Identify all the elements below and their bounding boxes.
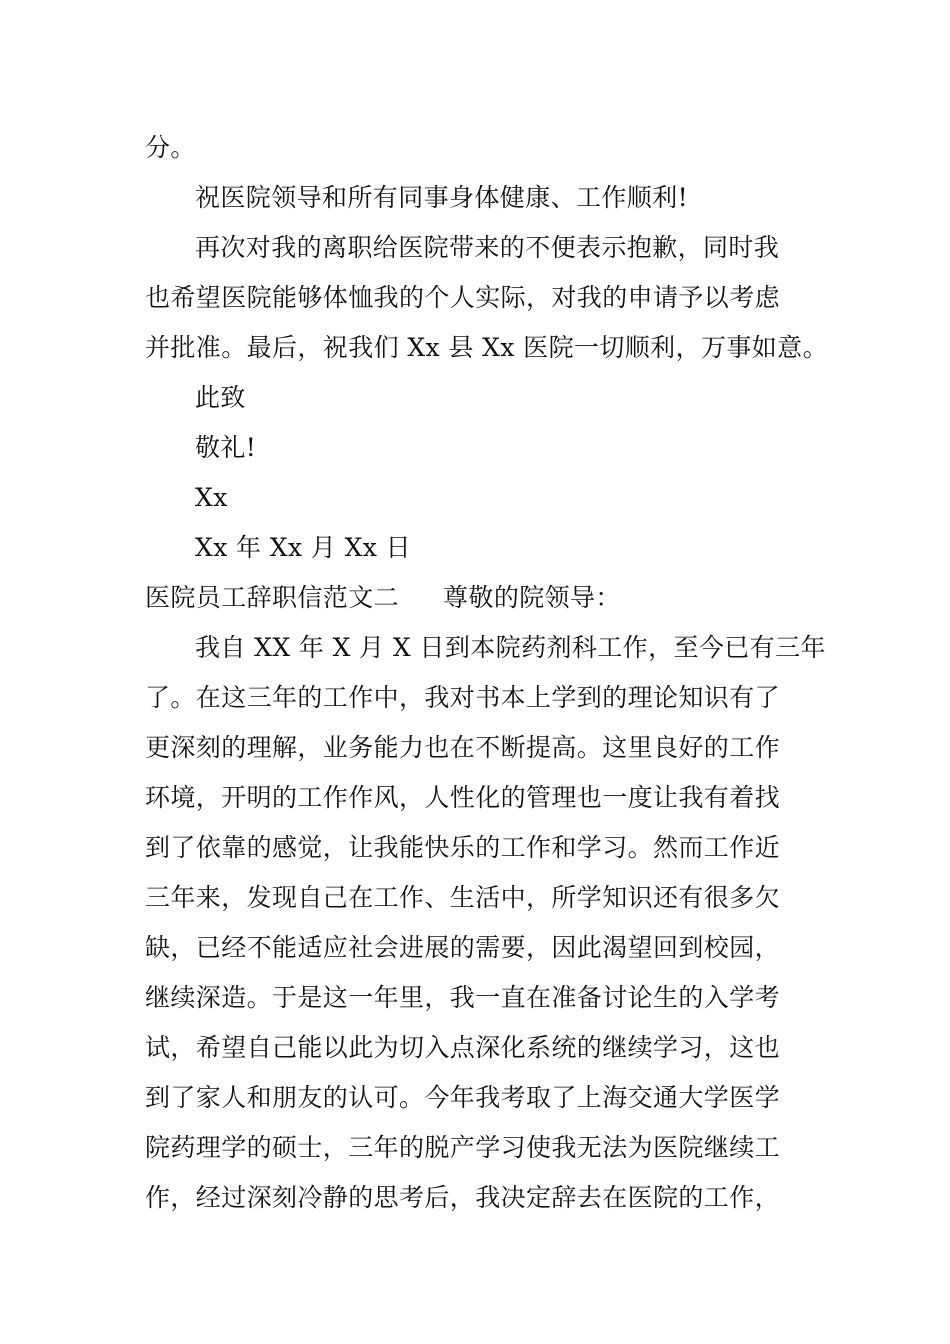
paragraph-line: 并批准。最后，祝我们 Xx 县 Xx 医院一切顺利，万事如意。 [145, 333, 828, 362]
paragraph-line: 分。 [145, 133, 196, 162]
signature-name: Xx [195, 483, 228, 512]
heading-salutation: 尊敬的院领导： [443, 583, 621, 612]
closing-line: 敬礼! [195, 433, 257, 462]
section-heading [145, 582, 810, 614]
paragraph-line: 缺，已经不能适应社会进展的需要，因此渴望回到校园， [145, 933, 781, 962]
paragraph-line: 作，经过深刻冷静的思考后，我决定辞去在医院的工作， [145, 1183, 781, 1212]
signature-date: Xx 年 Xx 月 Xx 日 [195, 533, 412, 562]
paragraph-line: 更深刻的理解，业务能力也在不断提高。这里良好的工作 [145, 733, 781, 762]
paragraph-line: 了。在这三年的工作中，我对书本上学到的理论知识有了 [145, 683, 781, 712]
paragraph-line: 再次对我的离职给医院带来的不便表示抱歉，同时我 [195, 233, 780, 262]
paragraph-line: 环境，开明的工作作风，人性化的管理也一度让我有着找 [145, 783, 781, 812]
paragraph-line: 到了家人和朋友的认可。今年我考取了上海交通大学医学 [145, 1083, 781, 1112]
paragraph-line: 我自 XX 年 X 月 X 日到本院药剂科工作，至今已有三年 [195, 633, 826, 662]
heading-title: 医院员工辞职信范文二 [145, 583, 400, 612]
closing-line: 此致 [195, 383, 246, 412]
paragraph-line: 祝医院领导和所有同事身体健康、工作顺利! [195, 183, 689, 212]
paragraph-line: 也希望医院能够体恤我的个人实际，对我的申请予以考虑 [145, 283, 781, 312]
paragraph-line: 到了依靠的感觉，让我能快乐的工作和学习。然而工作近 [145, 833, 781, 862]
paragraph-line: 试，希望自己能以此为切入点深化系统的继续学习，这也 [145, 1033, 781, 1062]
paragraph-line: 三年来，发现自己在工作、生活中，所学知识还有很多欠 [145, 883, 781, 912]
paragraph-line: 院药理学的硕士，三年的脱产学习使我无法为医院继续工 [145, 1133, 781, 1162]
paragraph-line: 继续深造。于是这一年里，我一直在准备讨论生的入学考 [145, 983, 781, 1012]
